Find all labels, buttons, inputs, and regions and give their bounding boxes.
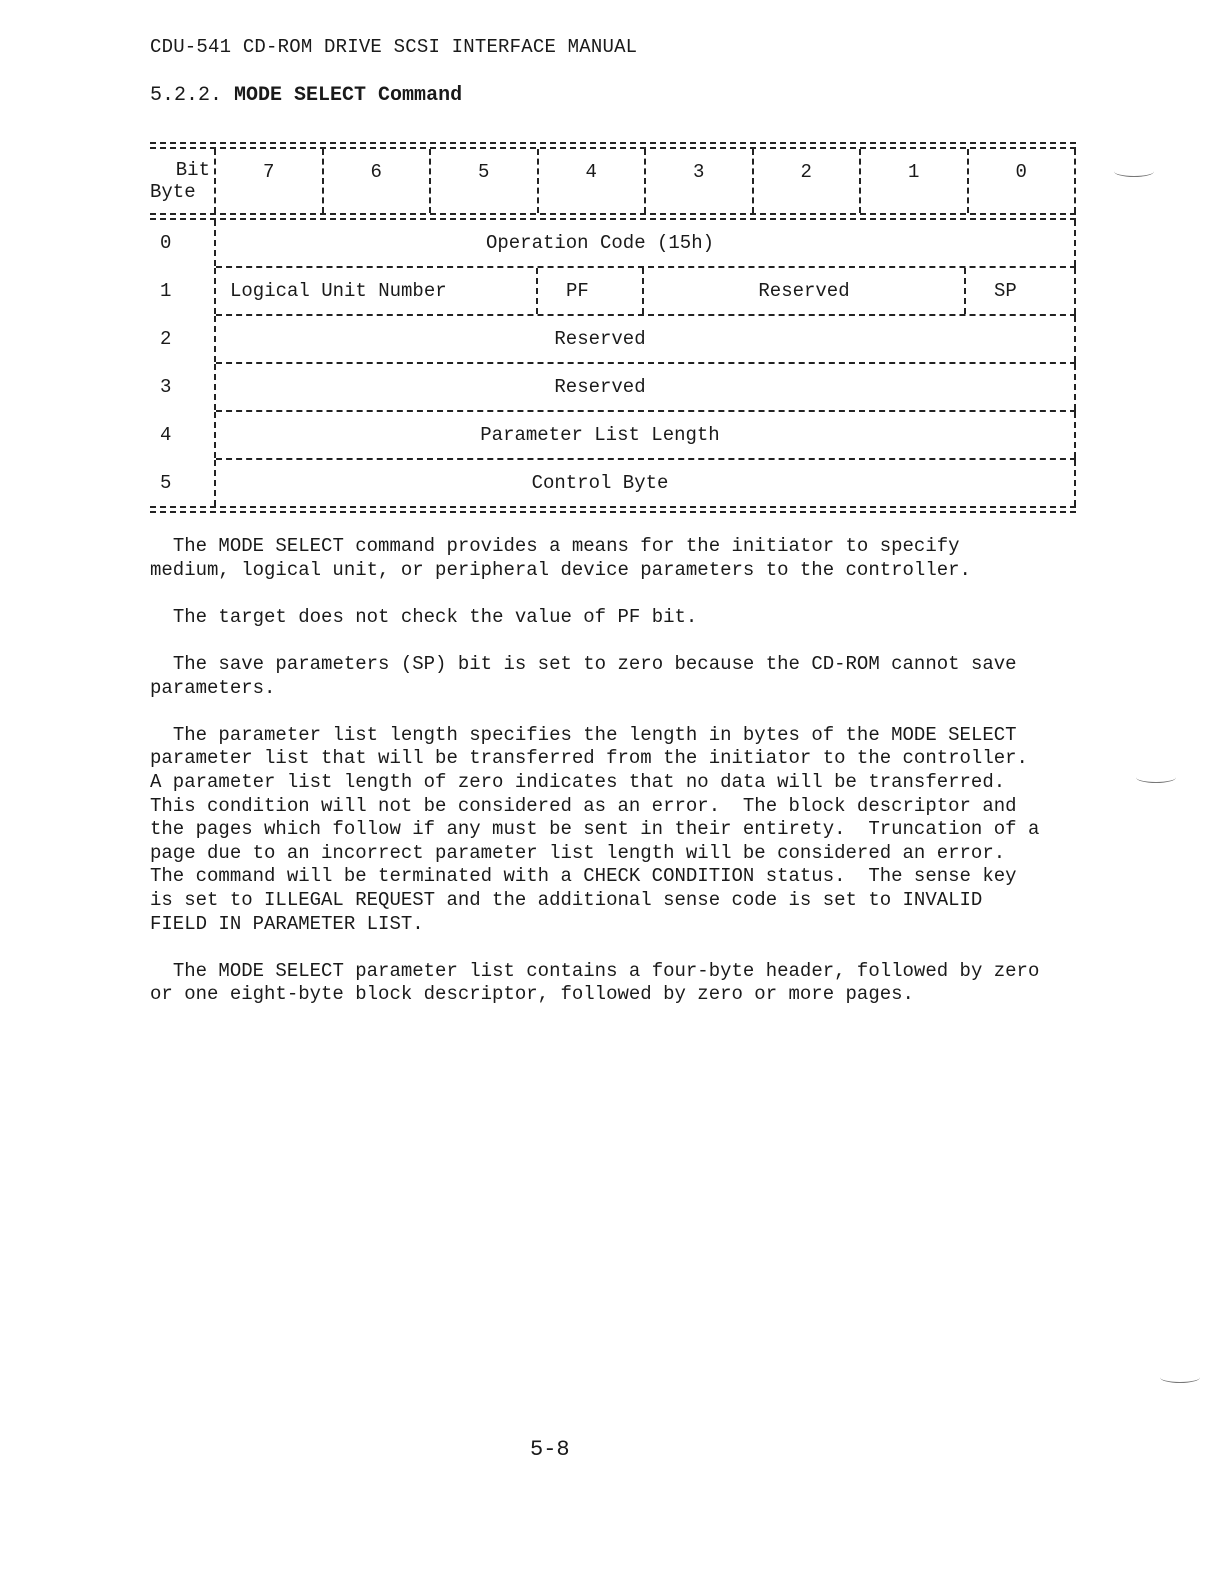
bit-label: Bit	[175, 159, 210, 181]
table-row	[150, 220, 1076, 266]
byte-number: 1	[150, 268, 216, 314]
paragraph-description: The MODE SELECT command provides a means for the initiator to specify medium, logical unit, or peripheral device parameters to the controller.	[150, 535, 971, 581]
bit-6: 6	[324, 149, 432, 213]
paragraph-sp-bit: The save parameters (SP) bit is set to zero because the CD-ROM cannot save parameters.	[150, 652, 1017, 699]
byte-number: 3	[150, 364, 216, 410]
manual-title: CDU-541 CD-ROM DRIVE SCSI INTERFACE MANUAL	[150, 36, 638, 58]
paragraph-pf-bit: The target does not check the value of PF bit.	[150, 605, 698, 628]
byte-label: Byte	[150, 181, 196, 203]
byte-number: 4	[150, 412, 216, 458]
paragraph-parameter-list-length: The parameter list length specifies the length in bytes of the MODE SELECT parameter list that will be transferred from the initiator to the controller. A parameter list length of zero indicates that no data will be transferred. This condition will not be considered as an error. The block descriptor and the pages which follow if any must be sent in their entirety. Truncation of a page due to an incorrect parameter list length will be considered an error. The command will be terminated with a CHECK CONDITION status. The sense key is set to ILLEGAL REQUEST and the additional sense code is set to INVALID FIELD IN PARAMETER LIST.	[150, 723, 1040, 935]
header-bottom-rule	[150, 213, 1076, 220]
byte-number: 0	[150, 220, 216, 266]
section-number: 5.2.2.	[150, 84, 223, 107]
bit-1: 1	[861, 149, 969, 213]
table-bottom-rule	[150, 506, 1076, 513]
bit-0: 0	[969, 149, 1077, 213]
section-heading	[150, 84, 462, 107]
byte-1-fields	[216, 268, 1076, 314]
bit-7: 7	[216, 149, 324, 213]
scan-mark	[1136, 772, 1176, 783]
bit-columns	[216, 149, 1076, 213]
field-reserved: Reserved	[644, 268, 966, 314]
table-row	[150, 412, 1076, 458]
scan-mark	[1114, 166, 1154, 177]
byte-number: 2	[150, 316, 216, 362]
table-top-rule	[150, 142, 1076, 149]
field-control-byte: Control Byte	[216, 460, 1076, 506]
table-row	[150, 364, 1076, 410]
field-reserved: Reserved	[216, 316, 1076, 362]
field-operation-code: Operation Code (15h)	[216, 220, 1076, 266]
body-text	[150, 535, 1100, 1030]
table-row	[150, 268, 1076, 314]
bit-header-row	[150, 149, 1076, 213]
bit-2: 2	[754, 149, 862, 213]
paragraph-parameter-list-contents: The MODE SELECT parameter list contains a four-byte header, followed by zero or one eight-byte block descriptor, followed by zero or more pages.	[150, 959, 1040, 1006]
bit-5: 5	[431, 149, 539, 213]
field-pf: PF	[538, 268, 644, 314]
byte-number: 5	[150, 460, 216, 506]
scan-mark	[1160, 1372, 1200, 1383]
table-row	[150, 460, 1076, 506]
bit-3: 3	[646, 149, 754, 213]
table-row	[150, 316, 1076, 362]
field-parameter-list-length: Parameter List Length	[216, 412, 1076, 458]
section-title: MODE SELECT Command	[234, 84, 463, 107]
page-number: 5-8	[530, 1437, 570, 1462]
field-sp: SP	[994, 280, 1017, 302]
bit-4: 4	[539, 149, 647, 213]
bit-byte-label-cell	[150, 149, 216, 213]
field-reserved: Reserved	[216, 364, 1076, 410]
cdb-table	[150, 142, 1076, 513]
field-logical-unit-number: Logical Unit Number	[216, 268, 538, 314]
